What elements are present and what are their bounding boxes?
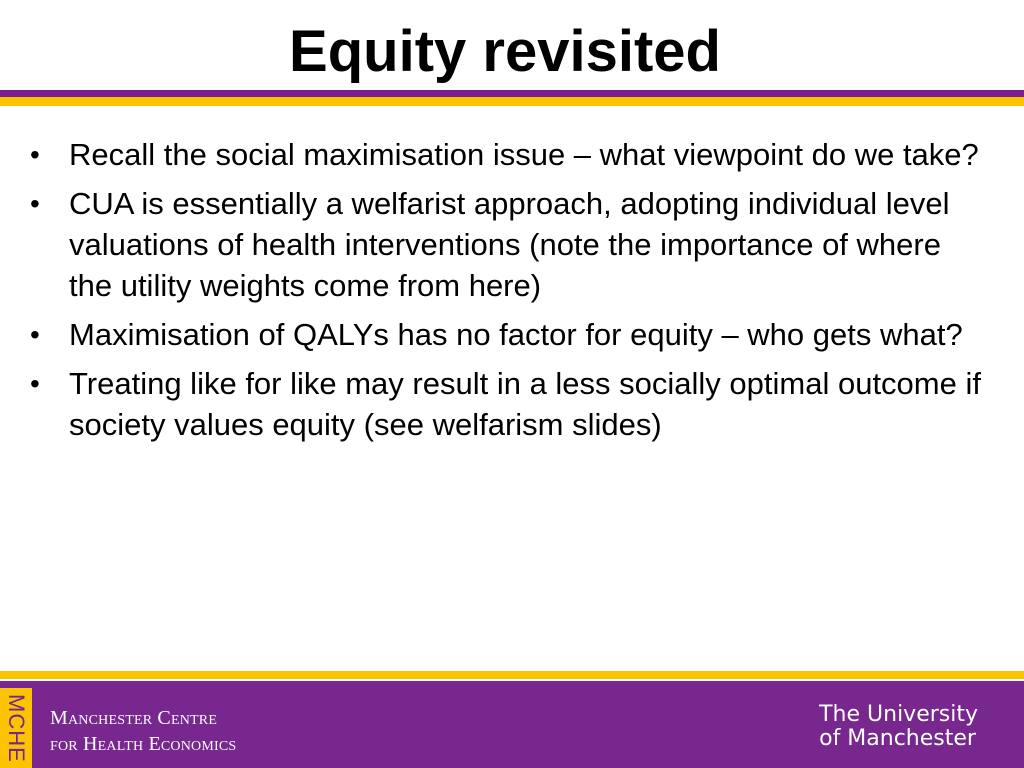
bullet-text: Maximisation of QALYs has no factor for equity – who gets what? [69, 317, 963, 352]
mche-logo-line1: Manchester Centre [50, 707, 218, 729]
mche-logo-line2: for Health Economics [50, 733, 237, 755]
title-divider-purple [0, 90, 1024, 97]
footer-divider-gold [0, 671, 1024, 679]
title-divider-gold [0, 97, 1024, 106]
slide-title: Equity revisited [289, 19, 721, 84]
mche-logo [50, 705, 236, 757]
university-logo-line2: of Manchester [819, 726, 976, 751]
bullet-item [30, 183, 990, 306]
bullet-marker: • [30, 139, 40, 170]
bullet-marker: • [30, 368, 40, 399]
bullet-text: Recall the social maximisation issue – what viewpoint do we take? [69, 137, 979, 172]
university-logo-line1: The University [819, 702, 978, 727]
bullet-item [30, 314, 990, 355]
bullet-marker: • [30, 188, 40, 219]
university-logo [819, 703, 978, 751]
bullet-text: CUA is essentially a welfarist approach, adopting individual level valuations of health interventions (note the importance of where the utility weights come from here) [69, 186, 950, 303]
bullet-list [30, 134, 990, 453]
bullet-item [30, 363, 990, 445]
bullet-item [30, 134, 990, 175]
bullet-text: Treating like for like may result in a less socially optimal outcome if society values equity (see welfarism slides) [69, 366, 981, 442]
mche-tab-label: MCHE [4, 693, 29, 763]
bullet-marker: • [30, 319, 40, 350]
